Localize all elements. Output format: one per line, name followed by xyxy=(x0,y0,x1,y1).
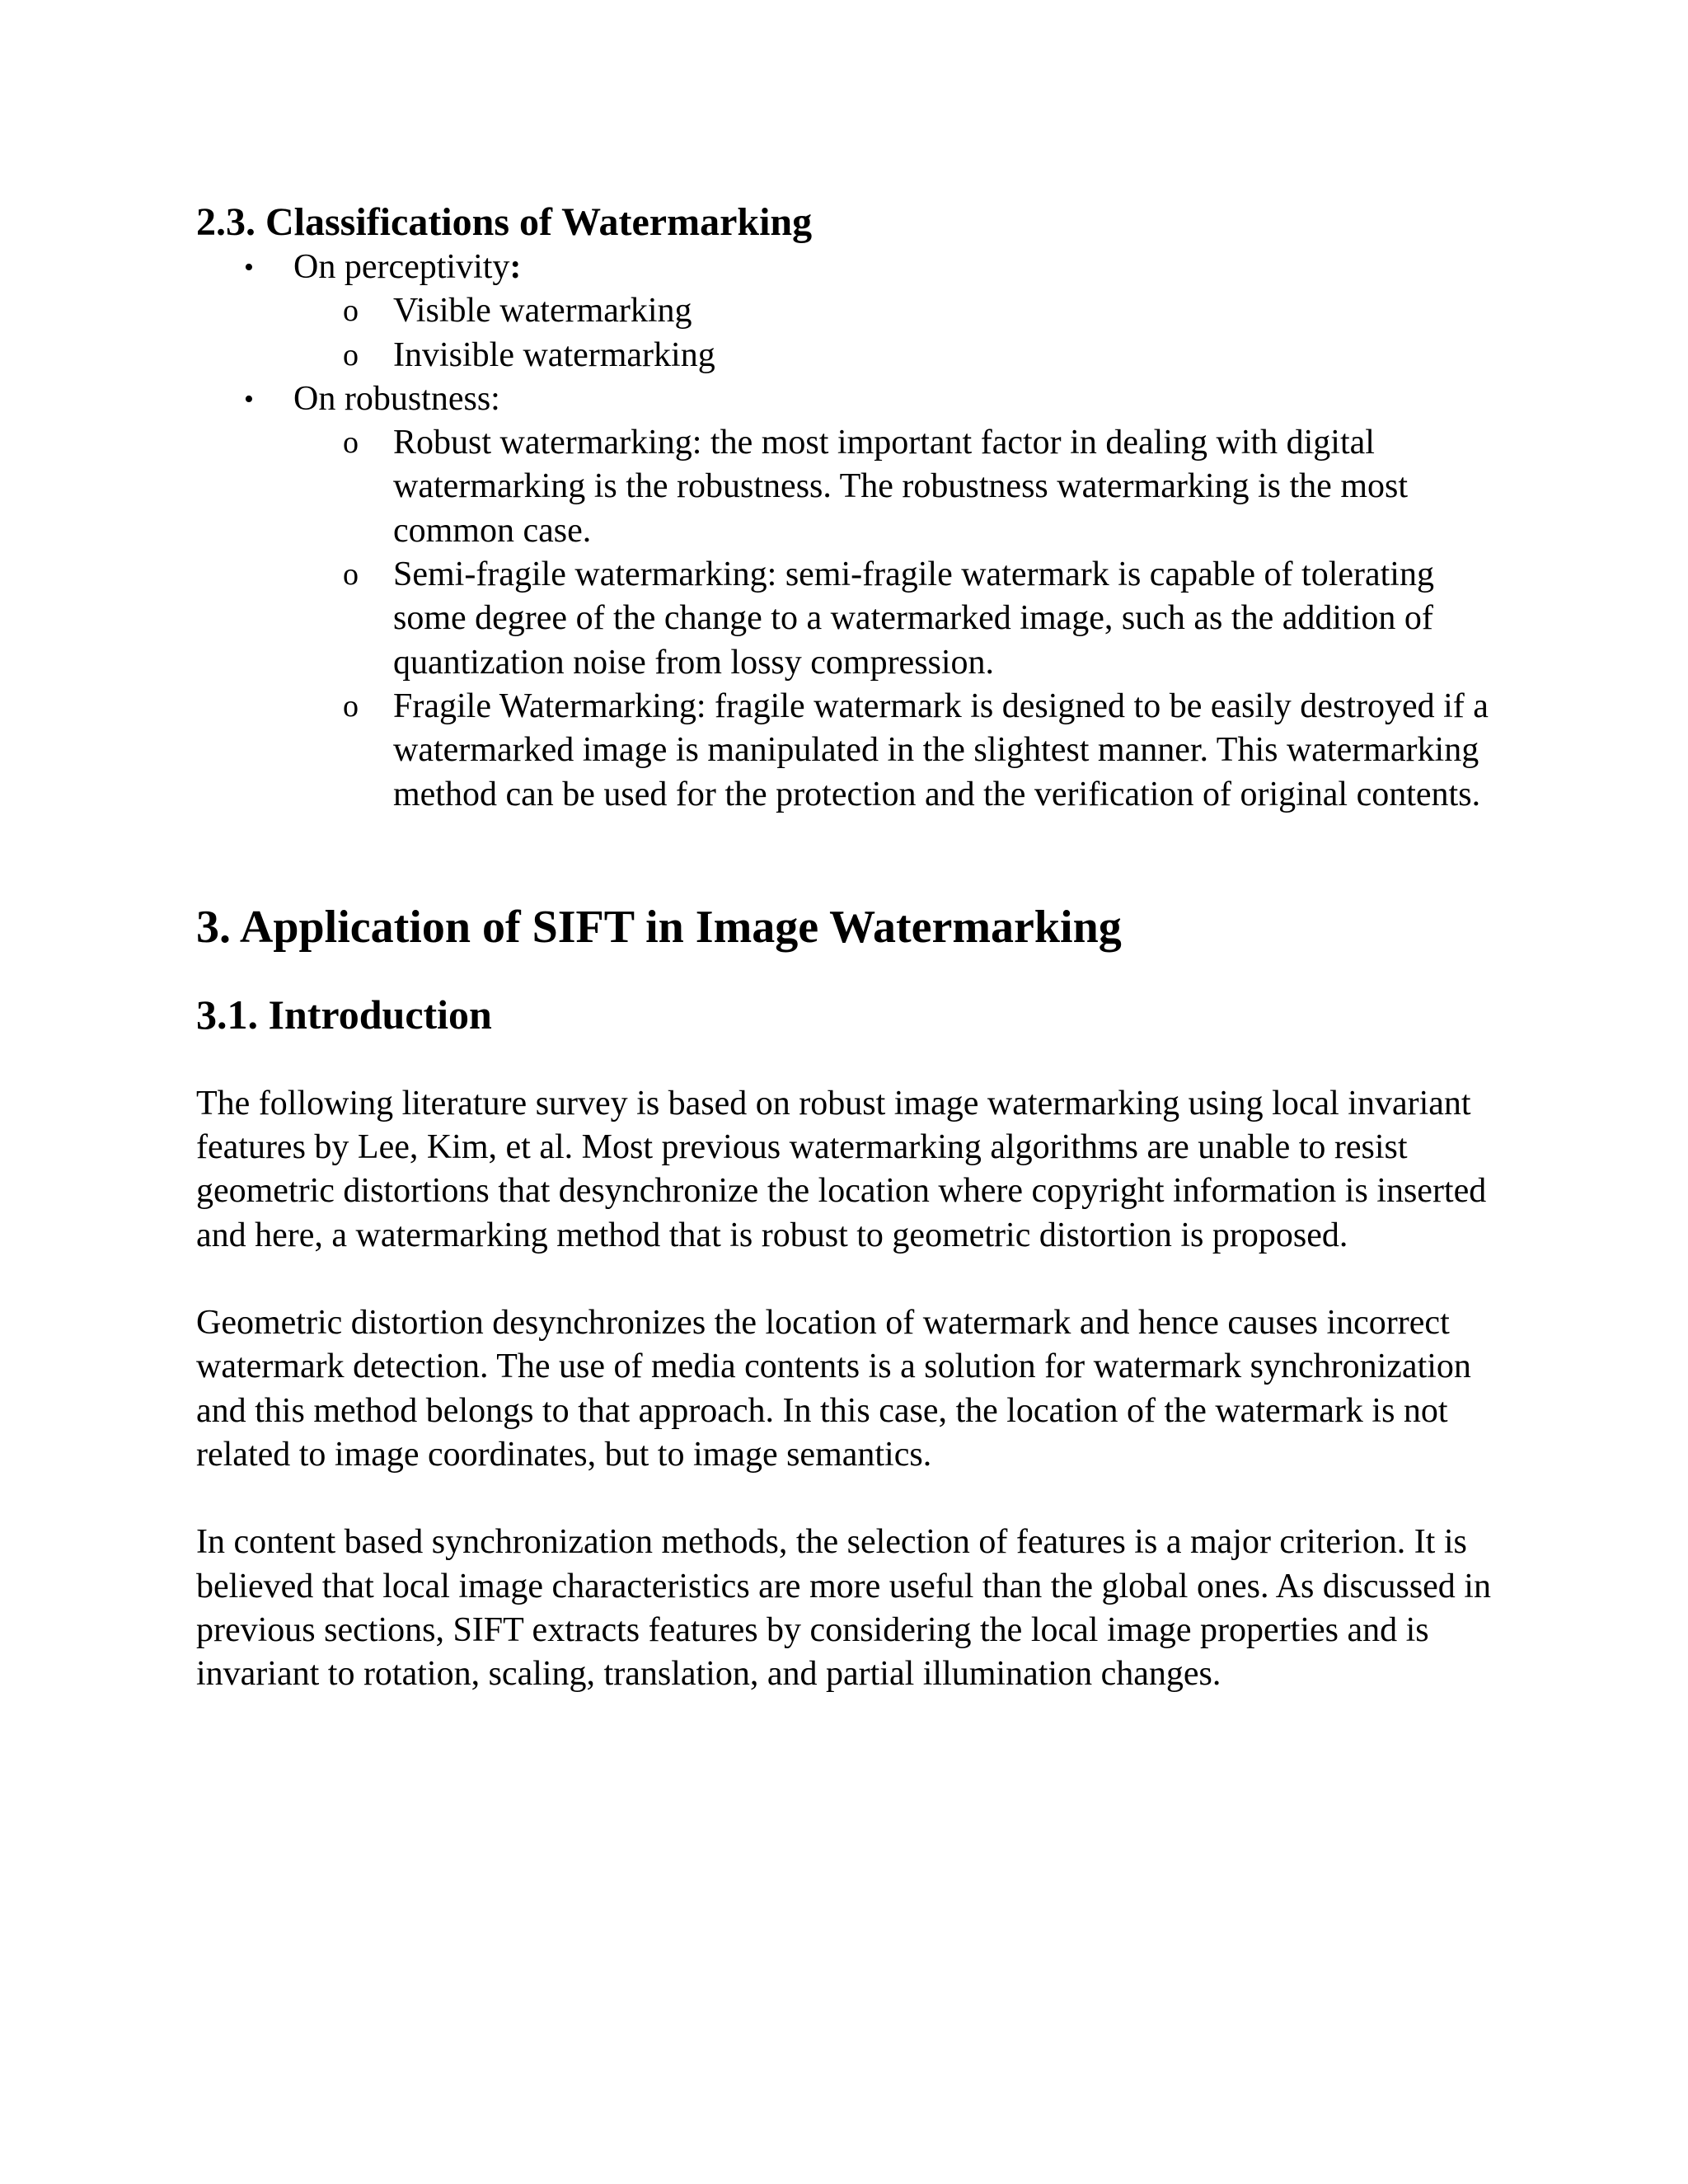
spacer xyxy=(196,1258,1498,1301)
list-item-colon: : xyxy=(509,248,522,286)
paragraph: Geometric distortion desynchronizes the location of watermark and hence causes incorrect watermark detection. The use of media contents is a solution for watermark synchronization and this method belongs to that approach. In this case, the location of the watermark is not related to image coordinates, but to image semantics. xyxy=(196,1304,1471,1474)
list-item-label: On robustness: xyxy=(293,379,500,418)
circle-bullet-icon: o xyxy=(343,293,359,329)
bullet-icon: • xyxy=(244,252,254,283)
paragraph: In content based synchronization methods, the selection of features is a major criterion. It is believed that local image characteristics are more useful than the global ones. As discussed in previous sections, SIFT extracts features by considering the local image properties and is invariant to rotation, scaling, translation, and partial illumination changes. xyxy=(196,1523,1491,1694)
sublist-item-text: Fragile Watermarking: fragile watermark is designed to be easily destroyed if a watermarked image is manipulated in the slightest manner. This watermarking method can be used for the protection and the verification of original contents. xyxy=(393,687,1489,813)
spacer xyxy=(196,1039,1498,1082)
sublist-item xyxy=(294,289,1498,333)
list-item-robustness xyxy=(196,377,1498,817)
circle-bullet-icon: o xyxy=(343,337,359,373)
sublist-item-text: Visible watermarking xyxy=(393,292,692,330)
spacer xyxy=(196,817,1498,901)
page-content xyxy=(196,199,1498,1696)
list-item-perceptivity xyxy=(196,246,1498,377)
paragraph: The following literature survey is based on robust image watermarking using local invariant features by Lee, Kim, et al. Most previous watermarking algorithms are unable to resist geometric distortions that desynchronize the location where copyright information is inserted and here, a watermarking method that is robust to geometric distortion is proposed. xyxy=(196,1084,1487,1254)
sublist-item-text: Invisible watermarking xyxy=(393,335,715,374)
sublist-item-text: Robust watermarking: the most important factor in dealing with digital watermarking is the robustness. The robustness watermarking is the most common case. xyxy=(393,424,1409,550)
circle-bullet-icon: o xyxy=(343,425,359,461)
bullet-icon: • xyxy=(244,383,254,415)
spacer xyxy=(196,954,1498,990)
section-heading-2-3: 2.3. Classifications of Watermarking xyxy=(196,200,813,244)
sublist-item xyxy=(294,685,1498,817)
sublist-item xyxy=(294,553,1498,685)
sublist-item-text: Semi-fragile watermarking: semi-fragile watermark is capable of tolerating some degree of the change to a watermarked image, such as the addition of quantization noise from lossy compression. xyxy=(393,555,1434,682)
sublist-item xyxy=(294,334,1498,377)
subsection-heading-3-1: 3.1. Introduction xyxy=(196,991,492,1038)
sublist-item xyxy=(294,421,1498,553)
list-item-label: On perceptivity xyxy=(293,248,510,286)
section-heading-3: 3. Application of SIFT in Image Watermarking xyxy=(196,901,1122,953)
robustness-sublist xyxy=(293,421,1498,817)
classification-list xyxy=(196,246,1498,817)
circle-bullet-icon: o xyxy=(343,688,359,724)
perceptivity-sublist xyxy=(293,289,1498,377)
circle-bullet-icon: o xyxy=(343,557,359,593)
spacer xyxy=(196,1477,1498,1521)
